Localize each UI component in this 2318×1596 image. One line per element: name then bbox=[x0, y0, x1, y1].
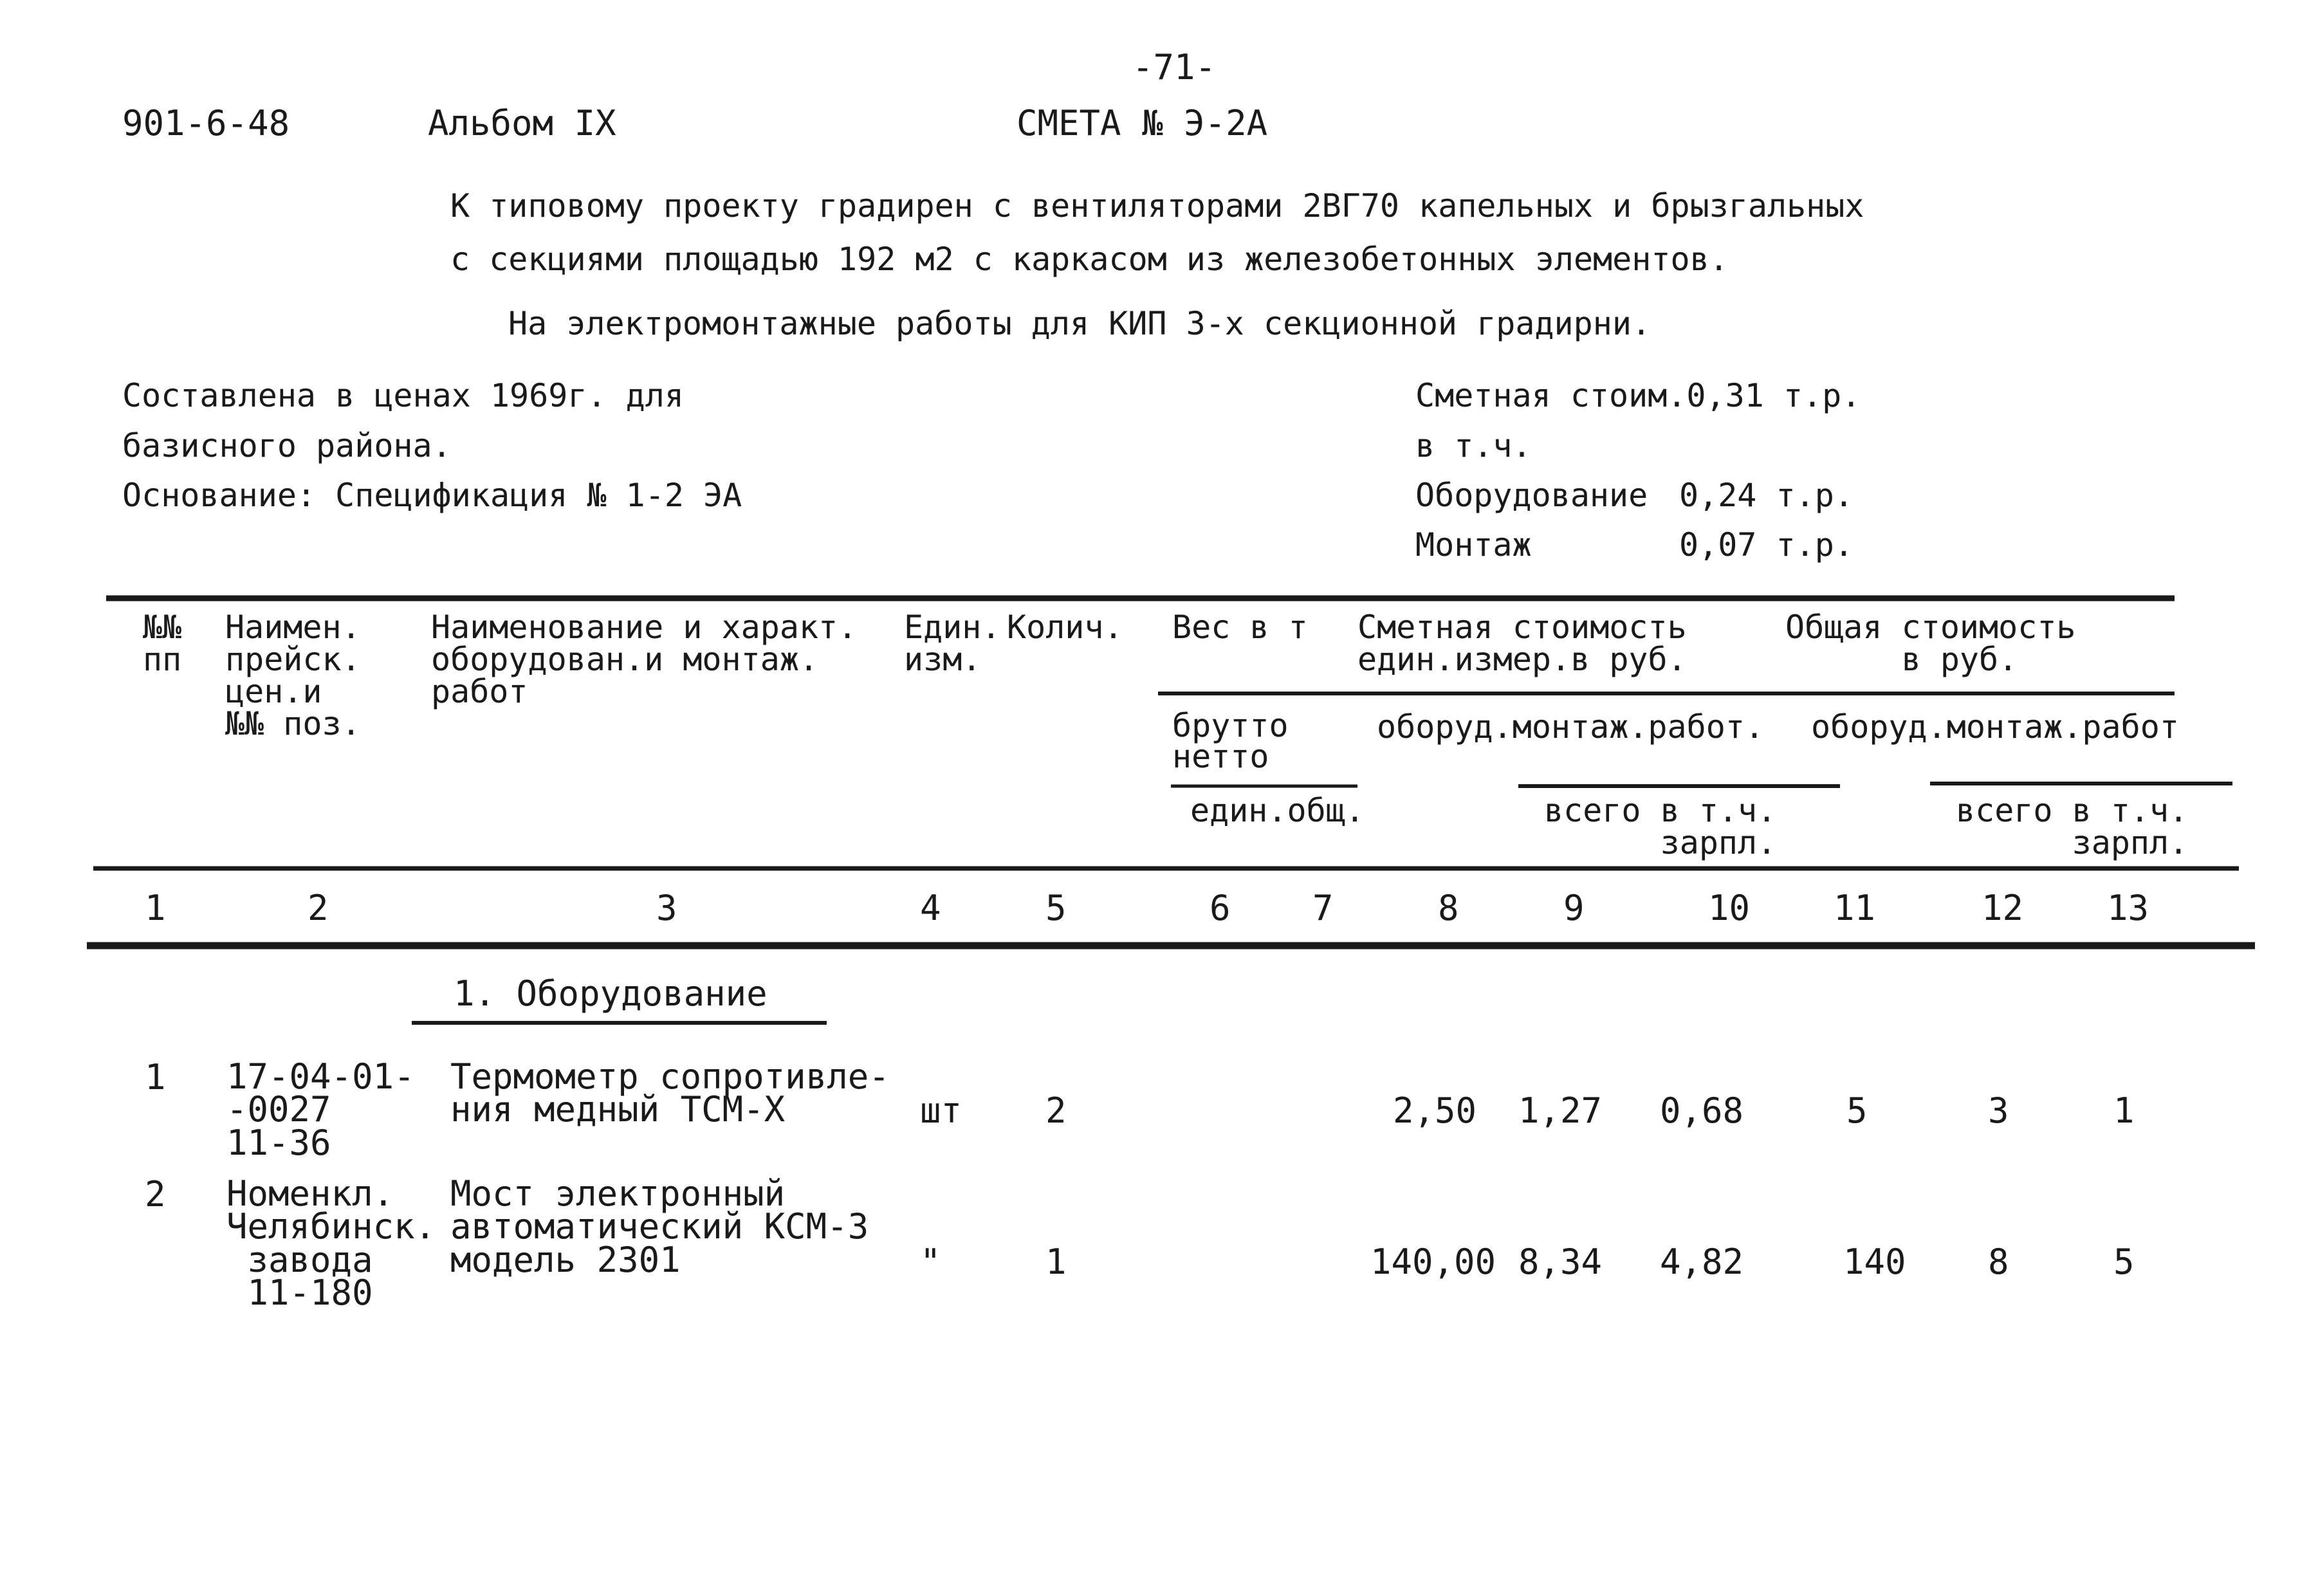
row-total-equipment: 140 bbox=[1843, 1242, 1906, 1282]
row-quantity: 2 bbox=[1045, 1090, 1067, 1131]
estimate-incl-label: в т.ч. bbox=[1415, 427, 1532, 464]
column-number: 1 bbox=[145, 888, 166, 928]
header-item-name: Наименование и характ. оборудован.и монтаж. работ bbox=[431, 609, 858, 710]
subtitle-line-3: На электромонтажные работы для КИП 3-х секционной градирни. bbox=[508, 305, 1651, 342]
row-price-code: Номенкл. Челябинск. завода 11-180 bbox=[226, 1173, 436, 1313]
row-total-wages: 1 bbox=[2113, 1090, 2135, 1131]
subtitle-line-2: с секциями площадью 192 м2 с каркасом из железобетонных элементов. bbox=[450, 241, 1729, 278]
column-number: 10 bbox=[1708, 888, 1751, 928]
mounting-label: Монтаж bbox=[1415, 526, 1532, 564]
row-unit-equipment-cost: 2,50 bbox=[1393, 1090, 1477, 1131]
document-title: СМЕТА № Э-2А bbox=[1016, 103, 1268, 143]
info-region-line: базисного района. bbox=[122, 427, 452, 464]
row-unit-mounting-wages: 4,82 bbox=[1660, 1242, 1744, 1282]
row-unit-mounting-wages: 0,68 bbox=[1660, 1090, 1744, 1131]
column-number: 11 bbox=[1834, 888, 1876, 928]
header-unit-cost-sub: оборуд.монтаж.работ. bbox=[1377, 708, 1765, 746]
section-title: 1. Оборудование bbox=[454, 973, 768, 1014]
header-unit-cost-wages: всего в т.ч. зарпл. bbox=[1544, 792, 1777, 861]
row-unit-mounting-total: 1,27 bbox=[1518, 1090, 1603, 1131]
row-total-equipment: 5 bbox=[1846, 1090, 1868, 1131]
row-unit: " bbox=[920, 1242, 941, 1282]
row-total-wages: 5 bbox=[2113, 1242, 2135, 1282]
header-weight-unit-total: един.общ. bbox=[1190, 792, 1365, 829]
header-unit: Един. изм. bbox=[904, 609, 1001, 678]
header-weight: Вес в т bbox=[1172, 609, 1308, 646]
doc-code: 901-6-48 bbox=[122, 103, 290, 143]
header-quantity: Колич. bbox=[1007, 609, 1123, 646]
column-number: 3 bbox=[656, 888, 677, 928]
column-number: 2 bbox=[308, 888, 329, 928]
header-total-cost: Общая стоимость в руб. bbox=[1785, 609, 2076, 678]
row-number: 2 bbox=[145, 1174, 166, 1215]
header-unit-cost: Сметная стоимость един.измер.в руб. bbox=[1357, 609, 1687, 678]
row-quantity: 1 bbox=[1045, 1242, 1067, 1282]
row-unit-mounting-total: 8,34 bbox=[1518, 1242, 1603, 1282]
header-row-number: №№ пп bbox=[143, 609, 182, 678]
row-total-mounting: 3 bbox=[1988, 1090, 2009, 1131]
row-item-name: Термометр сопротивле- ния медный ТСМ-Х bbox=[450, 1056, 890, 1130]
row-unit: шт bbox=[920, 1090, 962, 1131]
header-total-cost-sub: оборуд.монтаж.работ bbox=[1811, 708, 2179, 746]
subtitle-line-1: К типовому проекту градирен с вентиляторами 2ВГ70 капельных и брызгальных bbox=[450, 187, 1864, 225]
row-number: 1 bbox=[145, 1057, 166, 1097]
row-price-code: 17-04-01- -0027 11-36 bbox=[226, 1056, 415, 1163]
equipment-value: 0,24 т.р. bbox=[1679, 477, 1853, 514]
column-number: 7 bbox=[1312, 888, 1334, 928]
equipment-label: Оборудование bbox=[1415, 477, 1648, 514]
info-prices-line: Составлена в ценах 1969г. для bbox=[122, 377, 684, 414]
column-number: 9 bbox=[1563, 888, 1585, 928]
row-item-name: Мост электронный автоматический КСМ-3 модель 2301 bbox=[450, 1173, 869, 1280]
mounting-value: 0,07 т.р. bbox=[1679, 526, 1853, 564]
header-total-cost-wages: всего в т.ч. зарпл. bbox=[1956, 792, 2189, 861]
row-unit-equipment-cost: 140,00 bbox=[1370, 1242, 1496, 1282]
column-number: 5 bbox=[1045, 888, 1067, 928]
column-number: 8 bbox=[1438, 888, 1459, 928]
album-label: Альбом IX bbox=[428, 103, 616, 143]
column-number: 13 bbox=[2107, 888, 2149, 928]
header-weight-gross-net: брутто нетто bbox=[1172, 707, 1289, 775]
row-total-mounting: 8 bbox=[1988, 1242, 2009, 1282]
info-basis-line: Основание: Спецификация № 1-2 ЭА bbox=[122, 477, 742, 514]
estimate-total-cost: Сметная стоим.0,31 т.р. bbox=[1415, 377, 1861, 414]
column-number: 4 bbox=[920, 888, 941, 928]
header-price-code: Наимен. прейск. цен.и №№ поз. bbox=[225, 609, 361, 742]
page-number: -71- bbox=[1132, 47, 1217, 87]
column-number: 6 bbox=[1210, 888, 1231, 928]
column-number: 12 bbox=[1982, 888, 2024, 928]
